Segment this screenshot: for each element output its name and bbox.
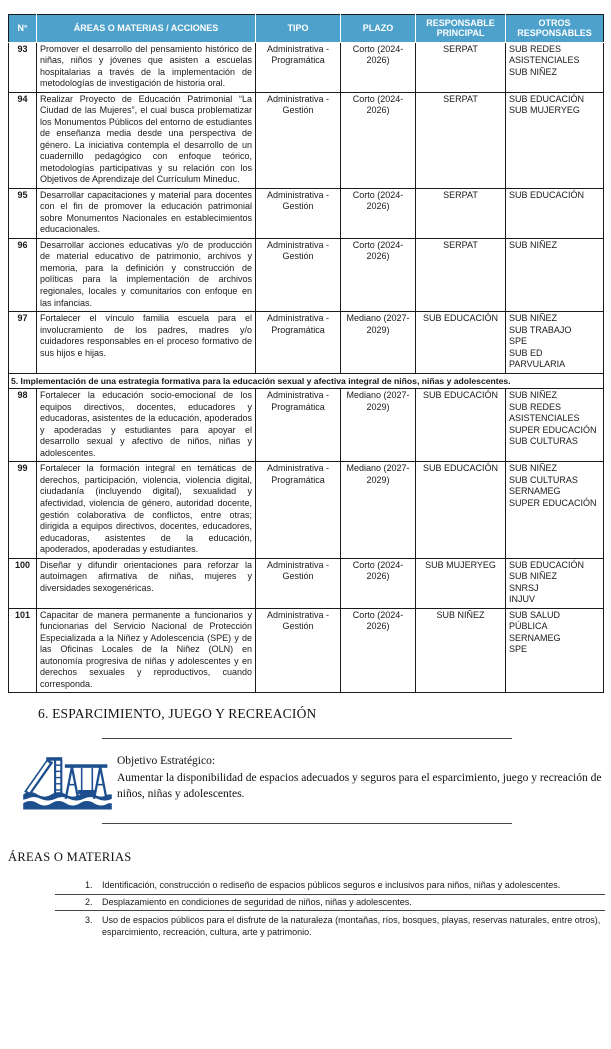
cell-responsable: SUB EDUCACIÓN	[416, 389, 506, 462]
table-header-row	[9, 15, 604, 43]
section-label: 5. Implementación de una estrategia formativa para la educación sexual y afectiva integral de niños, niñas y adolescentes.	[9, 373, 604, 389]
otros-item: SUPER EDUCACIÓN	[509, 497, 597, 508]
table-section-row	[9, 373, 604, 389]
cell-plazo: Corto (2024-2026)	[341, 238, 416, 311]
otros-item: SUB MUJERYEG	[509, 105, 580, 116]
cell-responsable: SERPAT	[416, 92, 506, 188]
otros-item: SUB CULTURAS	[509, 474, 578, 485]
areas-list-item	[55, 894, 605, 910]
cell-responsable: SUB EDUCACIÓN	[416, 312, 506, 374]
cell-number: 98	[9, 389, 37, 462]
cell-otros	[506, 389, 604, 462]
table-row	[9, 42, 604, 92]
cell-otros	[506, 188, 604, 238]
cell-number: 99	[9, 462, 37, 558]
cell-responsable: SUB NIÑEZ	[416, 608, 506, 693]
table-row	[9, 462, 604, 558]
cell-accion: Realizar Proyecto de Educación Patrimonial “La Ciudad de las Mujeres”, el cual busca problematizar los Monumentos Públicos del entorno de estudiantes de enseñanza media desde una perspectiva de género. La iniciativa contempla el desarrollo de un cuadernillo pedagógico con enfoque teórico, metodologías participativas y su relación con los Objetivos de Aprendizaje del Currículum Mineduc.	[37, 92, 256, 188]
column-header: TIPO	[256, 15, 341, 43]
cell-accion: Fortalecer la formación integral en temáticas de derechos, participación, violencia, violencia digital, ciudadanía (incluyendo digital), sexualidad y afectividad, violencia de género, autoridad docente, gestión colaborativa de conflictos, entre otras; dirigida a equipos directivos, docentes, educadores, educadoras, asistentes de la educación, apoderados, apoderadas y estudiantes.	[37, 462, 256, 558]
table-row	[9, 312, 604, 374]
areas-list	[0, 879, 611, 938]
areas-heading: ÁREAS O MATERIAS	[8, 850, 132, 865]
cell-tipo: Administrativa - Gestión	[256, 92, 341, 188]
otros-item: SUB SALUD PÚBLICA	[509, 609, 561, 632]
divider-line-bottom	[102, 823, 512, 824]
cell-number: 101	[9, 608, 37, 693]
cell-tipo: Administrativa - Gestión	[256, 558, 341, 608]
cell-otros	[506, 558, 604, 608]
cell-otros	[506, 608, 604, 693]
list-item-text: Identificación, construcción o rediseño de espacios públicos seguros e inclusivos para niños, niñas y adolescentes.	[102, 880, 561, 891]
cell-plazo: Corto (2024-2026)	[341, 608, 416, 693]
cell-responsable: SERPAT	[416, 42, 506, 92]
cell-plazo: Corto (2024-2026)	[341, 92, 416, 188]
cell-number: 97	[9, 312, 37, 374]
cell-otros	[506, 238, 604, 311]
cell-responsable: SERPAT	[416, 188, 506, 238]
cell-number: 94	[9, 92, 37, 188]
cell-otros	[506, 312, 604, 374]
otros-item: SUB NIÑEZ	[509, 390, 558, 401]
cell-tipo: Administrativa - Gestión	[256, 188, 341, 238]
cell-tipo: Administrativa - Gestión	[256, 608, 341, 693]
cell-plazo: Corto (2024-2026)	[341, 42, 416, 92]
actions-table	[8, 14, 604, 693]
cell-accion: Fortalecer el vínculo familia escuela para el involucramiento de los padres, madres y/o cuidadores responsables en el proceso formativo de sus hijos e hijas.	[37, 312, 256, 374]
divider-line-top	[102, 738, 512, 739]
cell-otros	[506, 42, 604, 92]
column-header: PLAZO	[341, 15, 416, 43]
list-item-number: 2.	[85, 897, 93, 908]
cell-otros	[506, 462, 604, 558]
otros-item: SPE	[509, 644, 528, 655]
otros-item: SERNAMEG	[509, 486, 561, 497]
otros-item: SUB NIÑEZ	[509, 66, 558, 77]
otros-item: SNRSJ	[509, 582, 539, 593]
cell-tipo: Administrativa - Gestión	[256, 238, 341, 311]
cell-accion: Promover el desarrollo del pensamiento histórico de niñas, niños y jóvenes que asisten a escuelas hospitalarias a través de la implementación de metodologías de investigación de historia oral.	[37, 42, 256, 92]
table-row	[9, 92, 604, 188]
otros-item: SUB TRABAJO	[509, 324, 572, 335]
cell-tipo: Administrativa - Programática	[256, 312, 341, 374]
cell-plazo: Corto (2024-2026)	[341, 558, 416, 608]
otros-item: SUB REDES ASISTENCIALES	[509, 43, 580, 66]
otros-item: SUB CULTURAS	[509, 436, 578, 447]
table-row	[9, 608, 604, 693]
cell-number: 93	[9, 42, 37, 92]
otros-item: SUB NIÑEZ	[509, 313, 558, 324]
otros-item: SUB EDUCACIÓN	[509, 559, 585, 570]
otros-item: SUB REDES ASISTENCIALES	[509, 401, 580, 424]
areas-list-item	[55, 914, 605, 938]
column-header: ÁREAS O MATERIAS / ACCIONES	[37, 15, 256, 43]
table-row	[9, 389, 604, 462]
cell-accion: Capacitar de manera permanente a funcionarios y funcionarias del Servicio Nacional de Protección Especializada a la Niñez y Adolescencia (SPE) y de las Oficinas Locales de la Niñez (OLN) en autonomía progresiva de niñas y adolescentes y en derechos sexuales y reproductivos, cuando corresponda.	[37, 608, 256, 693]
list-item-text: Desplazamiento en condiciones de seguridad de niños, niñas y adolescentes.	[102, 897, 412, 908]
column-header: OTROS RESPONSABLES	[506, 15, 604, 43]
cell-accion: Fortalecer la educación socio-emocional de los equipos directivos, docentes, educadores y educadoras, asistentes de la educación, apoderados y apoderadas y estudiantes para apoyar el desarrollo sexual y afectivo de niños, niñas y adolescentes.	[37, 389, 256, 462]
cell-number: 100	[9, 558, 37, 608]
cell-accion: Desarrollar acciones educativas y/o de producción de material educativo de patrimonio, archivos y memoria, para la definición y construcción de políticas para la implementación de archivos regionales, locales y comunitarios con enfoque en las infancias.	[37, 238, 256, 311]
list-item-number: 3.	[85, 914, 93, 925]
cell-responsable: SUB EDUCACIÓN	[416, 462, 506, 558]
section-6-heading: 6. ESPARCIMIENTO, JUEGO Y RECREACIÓN	[38, 706, 317, 722]
otros-item: SPE	[509, 336, 528, 347]
cell-accion: Diseñar y difundir orientaciones para reforzar la autoimagen afirmativa de niñas, mujeres y diversidades sexogenéricas.	[37, 558, 256, 608]
objective-text-block	[117, 753, 603, 802]
otros-item: SUB NIÑEZ	[509, 571, 558, 582]
cell-responsable: SERPAT	[416, 238, 506, 311]
objective-block	[0, 738, 611, 824]
objective-text: Aumentar la disponibilidad de espacios adecuados y seguros para el esparcimiento, juego y recreación de niños, niñas y adolescentes.	[117, 771, 602, 800]
cell-plazo: Corto (2024-2026)	[341, 188, 416, 238]
otros-item: SERNAMEG	[509, 632, 561, 643]
objective-label: Objetivo Estratégico:	[117, 755, 216, 768]
cell-responsable: SUB MUJERYEG	[416, 558, 506, 608]
table-row	[9, 188, 604, 238]
objective-row	[0, 751, 611, 813]
otros-item: SUB EDUCACIÓN	[509, 93, 585, 104]
otros-item: SUPER EDUCACIÓN	[509, 424, 597, 435]
otros-item: SUB ED PARVULARIA	[509, 347, 566, 370]
otros-item: INJUV	[509, 594, 536, 605]
cell-tipo: Administrativa - Programática	[256, 389, 341, 462]
otros-item: SUB EDUCACIÓN	[509, 189, 585, 200]
list-item-text: Uso de espacios públicos para el disfrute de la naturaleza (montañas, ríos, bosques, playas, reservas naturales, entre otros), esparcimiento, recreación, cultura, arte y patrimonio.	[102, 914, 601, 937]
playground-icon	[20, 751, 115, 813]
otros-item: SUB NIÑEZ	[509, 239, 558, 250]
cell-otros	[506, 92, 604, 188]
cell-plazo: Mediano (2027-2029)	[341, 462, 416, 558]
column-header: RESPONSABLE PRINCIPAL	[416, 15, 506, 43]
otros-item: SUB NIÑEZ	[509, 463, 558, 474]
cell-plazo: Mediano (2027-2029)	[341, 312, 416, 374]
cell-accion: Desarrollar capacitaciones y material para docentes con el fin de promover la educación patrimonial sobre Monumentos Nacionales en establecimientos educacionales.	[37, 188, 256, 238]
cell-tipo: Administrativa - Programática	[256, 42, 341, 92]
column-header: N°	[9, 15, 37, 43]
cell-number: 95	[9, 188, 37, 238]
areas-list-item	[55, 879, 605, 891]
cell-number: 96	[9, 238, 37, 311]
cell-tipo: Administrativa - Programática	[256, 462, 341, 558]
table-row	[9, 558, 604, 608]
cell-plazo: Mediano (2027-2029)	[341, 389, 416, 462]
table-row	[9, 238, 604, 311]
list-item-number: 1.	[85, 880, 93, 891]
